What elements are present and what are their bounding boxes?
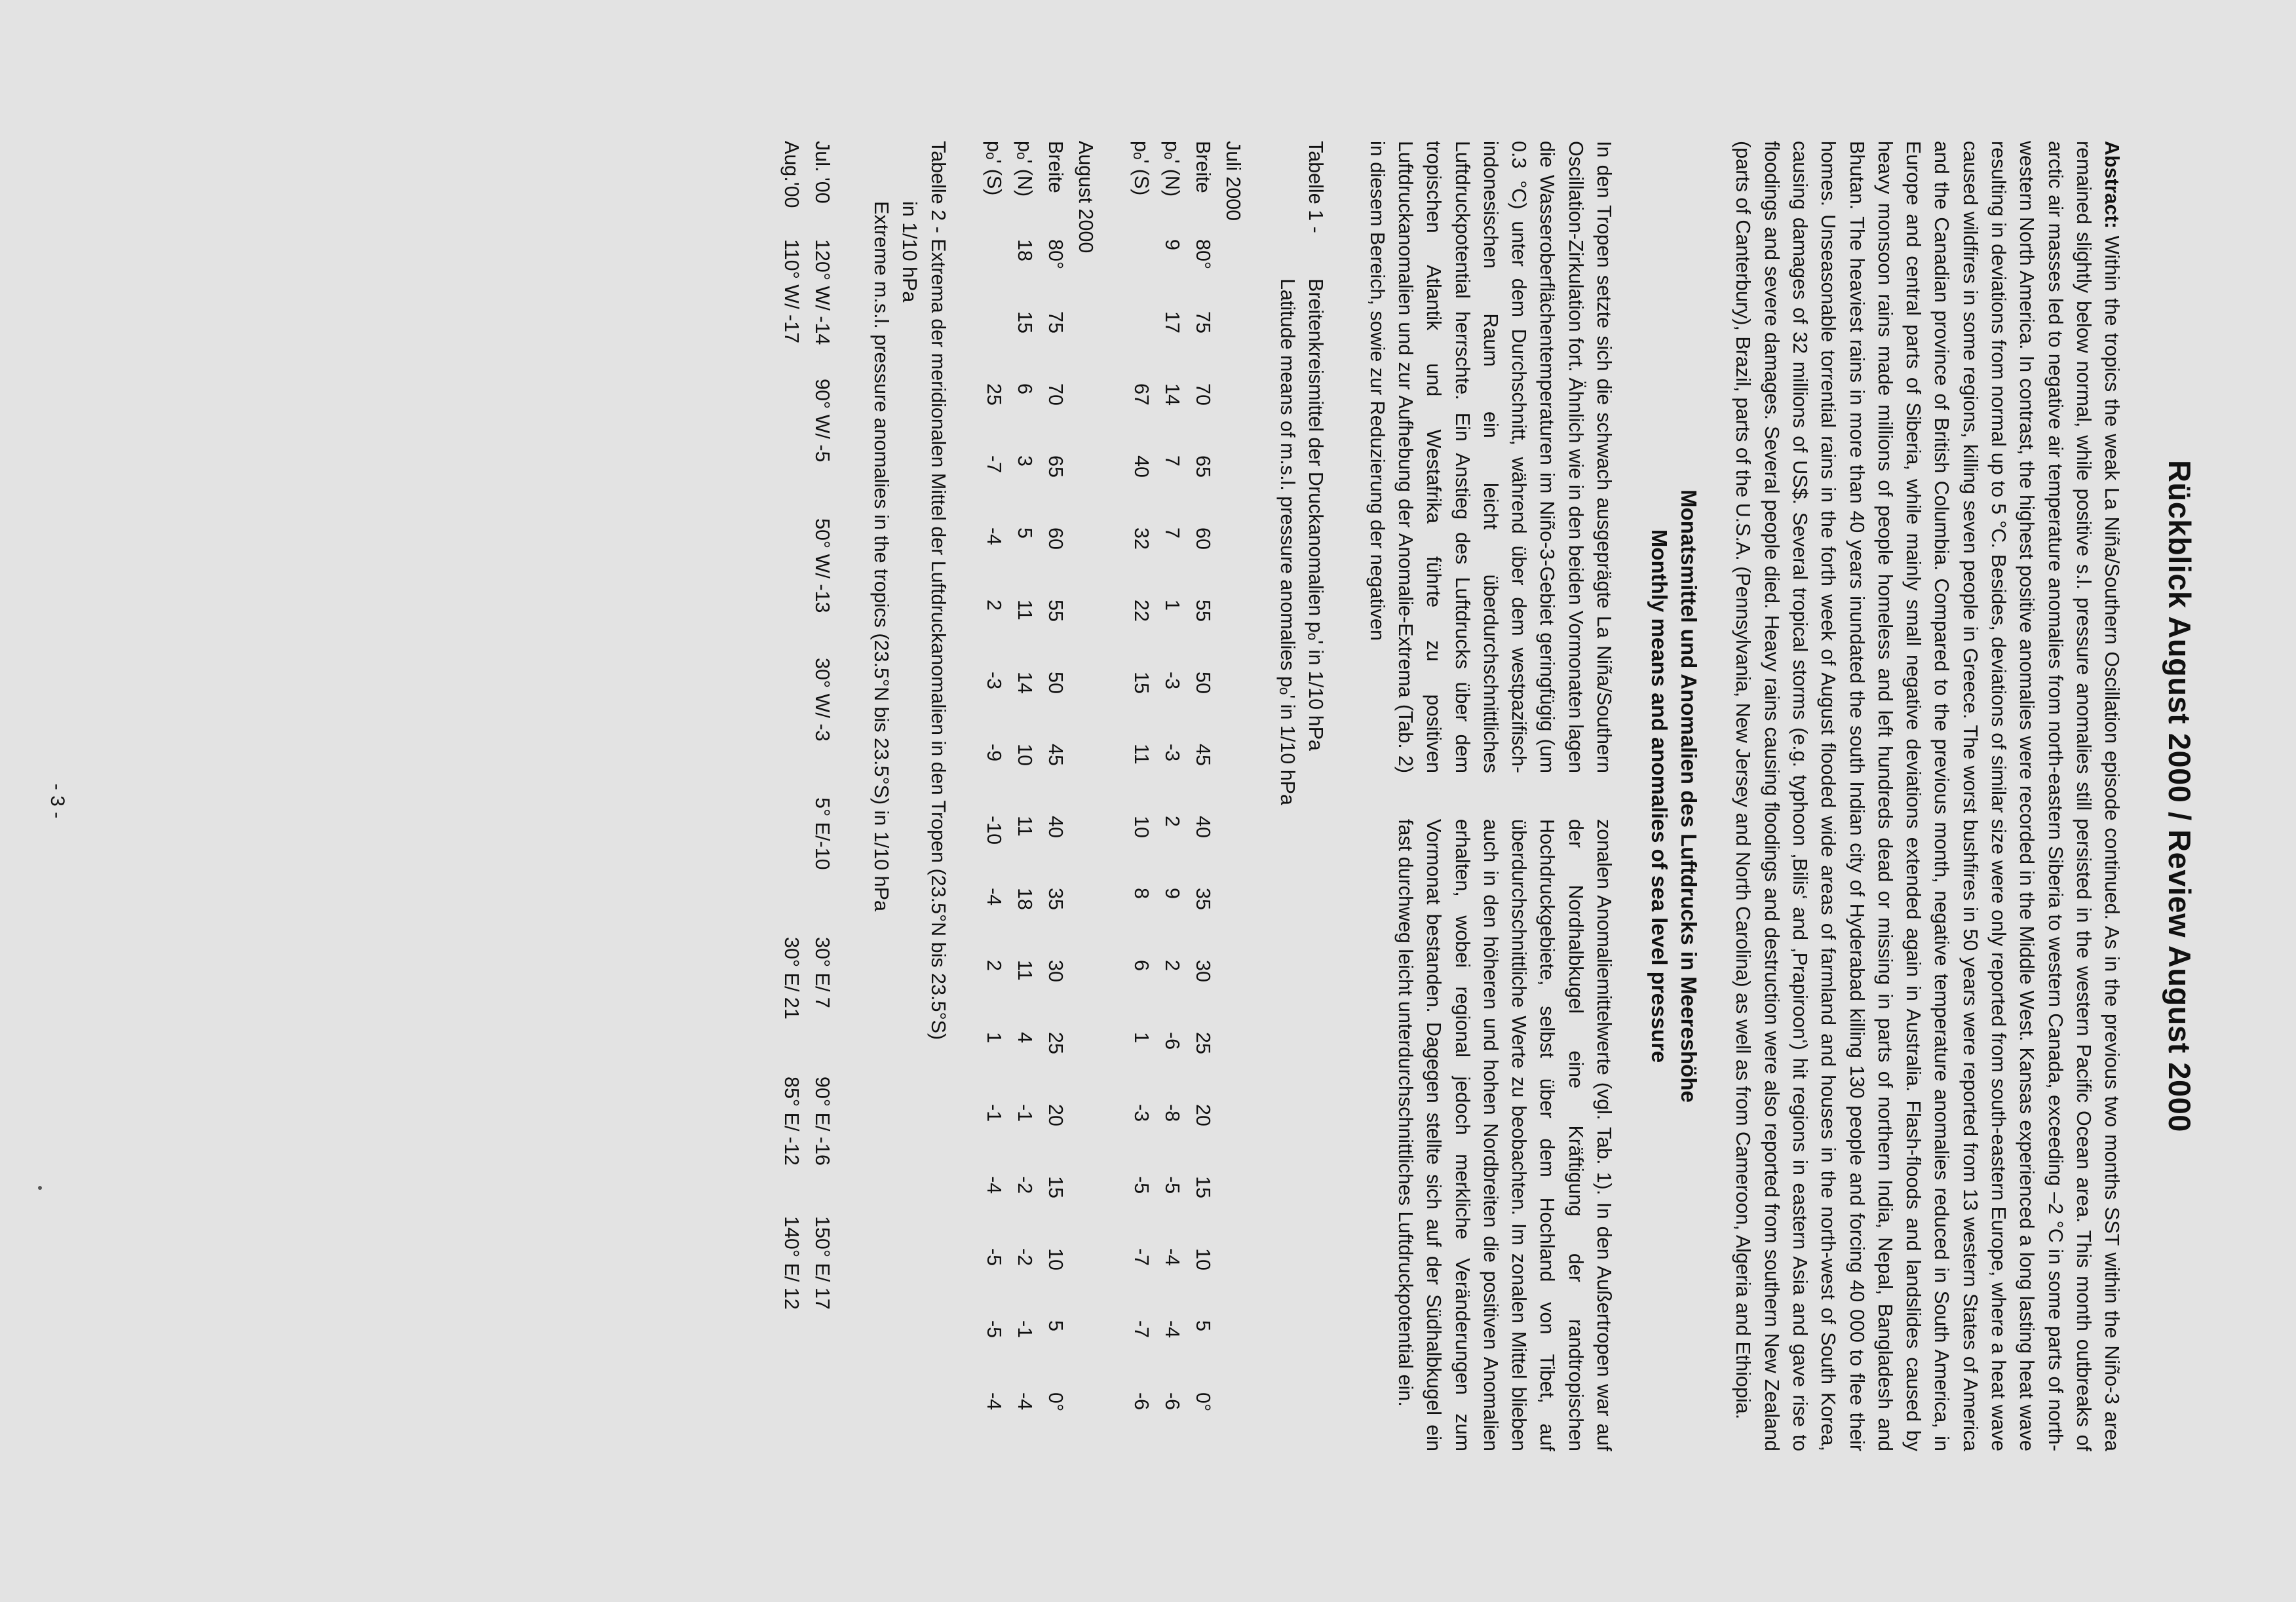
table-cell: 14	[1013, 672, 1036, 694]
table2-extrema	[776, 141, 837, 1451]
table-cell: 65	[1191, 455, 1214, 478]
table1-block	[978, 141, 1100, 1451]
abstract-label: Abstract:	[2101, 141, 2124, 229]
table-cell: 110° W/ -17	[780, 239, 803, 344]
table-cell: -5	[1130, 1176, 1153, 1194]
table-cell: 32	[1130, 527, 1153, 550]
page-content	[776, 141, 2201, 1451]
table-cell: -10	[982, 816, 1005, 845]
table-cell: 1	[1130, 1032, 1153, 1043]
table-cell: 55	[1191, 600, 1214, 622]
table2-caption-line1: Tabelle 2 - Extrema der meridionalen Mittel der Luftdruckanomalien in den Tropen (23.5°N bis 23.5°S)	[927, 141, 949, 1040]
table-cell: 45	[1044, 744, 1067, 766]
table-cell: 30° W/ -3	[811, 658, 834, 742]
table1-block	[1126, 141, 1247, 1451]
table-cell: -7	[982, 455, 1005, 474]
row-label: Jul. '00	[811, 141, 834, 204]
row-label: pₒ' (S)	[982, 141, 1005, 196]
table-cell: 50° W/ -13	[811, 518, 834, 613]
table-cell: -1	[1013, 1104, 1036, 1122]
section-heading	[1644, 141, 1704, 1451]
table-cell: 6	[1130, 960, 1153, 971]
table-row	[1009, 141, 1040, 1451]
table-cell: 0°	[1191, 1392, 1214, 1412]
table-cell: 55	[1044, 600, 1067, 622]
table-cell: 150° E/ 17	[811, 1216, 834, 1310]
table-cell: -5	[982, 1248, 1005, 1267]
table-cell: 85° E/ -12	[780, 1077, 803, 1166]
body-column-left: In den Tropen setzte sich die schwach ausgeprägte La Niña/Southern Oscillation-Zirkulation fort. Ähnlich wie in den beiden Vormonaten lagen die Wasseroberflächentemperaturen im Niño-3-Gebiet geringfügig (um 0.3 °C) unter dem Durchschnitt, während über dem westpazifisch-indonesischen Raum ein leicht überdurchschnittliches Luftdruckpotential herrschte. Ein Anstieg des Luftdrucks über dem tropischen Atlantik und Westafrika führte zu positiven Luftdruckanomalien und zur Aufhebung der Anomalie-Extrema (Tab. 2) in diesem Bereich, sowie zur Reduzierung der negativen	[1366, 141, 1616, 773]
table-cell: 15	[1044, 1176, 1067, 1198]
table-row	[1126, 141, 1157, 1451]
table-cell: 15	[1013, 311, 1036, 334]
table-cell: 35	[1044, 888, 1067, 910]
body-column-right: zonalen Anomaliemittelwerte (vgl. Tab. 1). In den Außertropen war auf der Nordhalbkugel eine Kräftigung der randtropischen Hochdruckgebiete, selbst über dem Hochland von Tibet, auf überdurchschnittliche Werte zu beobachten. Im zonalen Mittel blieben auch in den höheren und hohen Nordbreiten die positiven Anomalien erhalten, wobei regional jedoch merkliche Veränderungen zum Vormonat bestanden. Dagegen stellte sich auf der Südhalbkugel ein fast durchweg leicht unterdurchschnittliches Luftdruckpotential ein.	[1394, 819, 1616, 1451]
table-cell: 50	[1044, 672, 1067, 694]
table2-caption-line2: in 1/10 hPa	[898, 201, 921, 303]
table-cell: 7	[1160, 527, 1183, 539]
table-cell: -4	[1160, 1320, 1183, 1339]
table-cell: -1	[982, 1104, 1005, 1122]
table-cell: -5	[1160, 1176, 1183, 1194]
table-cell: 5	[1044, 1320, 1067, 1331]
table-cell: 10	[1044, 1248, 1067, 1270]
table-cell: -3	[1160, 672, 1183, 690]
table-cell: -6	[1160, 1392, 1183, 1411]
table-cell: 30	[1191, 960, 1214, 982]
table1-block-title: August 2000	[1074, 141, 1097, 254]
table-cell: -6	[1160, 1032, 1183, 1050]
table-cell: 60	[1191, 527, 1214, 550]
table-cell: 14	[1160, 383, 1183, 406]
table-cell: 17	[1160, 311, 1183, 334]
body-columns	[1362, 141, 1618, 1451]
table-cell: -4	[982, 1176, 1005, 1194]
table-cell: -4	[982, 888, 1005, 906]
table-cell: 10	[1130, 816, 1153, 838]
table-cell: 25	[1191, 1032, 1214, 1054]
table-cell: -4	[982, 527, 1005, 546]
table-cell: -8	[1160, 1104, 1183, 1122]
table-cell: -2	[1013, 1176, 1036, 1194]
table-cell: 2	[1160, 816, 1183, 827]
section-heading-english: Monthly means and anomalies of sea level pressure	[1647, 529, 1672, 1063]
table-cell: -3	[1130, 1104, 1153, 1122]
table-cell: 11	[1013, 600, 1036, 620]
page-title: Rückblick August 2000 / Review August 2000	[2162, 460, 2197, 1132]
table-row	[1157, 141, 1187, 1451]
table-cell: 75	[1191, 311, 1214, 334]
table-cell: 20	[1044, 1104, 1067, 1126]
table-cell: -5	[982, 1320, 1005, 1339]
table1-caption-german: Breitenkreismittel der Druckanomalien pₒ' in 1/10 hPa	[1305, 278, 1328, 751]
section-heading-german: Monatsmittel und Anomalien des Luftdrucks in Meereshöhe	[1677, 489, 1702, 1103]
table-cell: 10	[1013, 744, 1036, 766]
table-cell: 120° W/ -14	[811, 239, 834, 345]
table-cell: 22	[1130, 600, 1153, 622]
table-cell: 80°	[1044, 239, 1067, 270]
row-label: Breite	[1044, 141, 1067, 193]
table-cell: 9	[1160, 239, 1183, 250]
table-row	[1040, 141, 1071, 1451]
table-cell: -6	[1130, 1392, 1153, 1411]
table-cell: 2	[982, 960, 1005, 971]
table-cell: 8	[1130, 888, 1153, 899]
table-cell: 140° E/ 12	[780, 1216, 803, 1310]
table-cell: -1	[1013, 1320, 1036, 1339]
table1-block-title: Juli 2000	[1221, 141, 1244, 221]
table-cell: -7	[1130, 1248, 1153, 1267]
table1-label: Tabelle 1 -	[1305, 141, 1328, 233]
table-cell: 0°	[1044, 1392, 1067, 1412]
table1-caption-english: Latitude means of m.s.l. pressure anomalies pₒ' in 1/10 hPa	[1276, 278, 1299, 805]
table-cell: -4	[1013, 1392, 1036, 1411]
table-cell: 40	[1044, 816, 1067, 838]
table-cell: -3	[1160, 744, 1183, 762]
table-row	[1187, 141, 1218, 1451]
table-cell: 45	[1191, 744, 1214, 766]
row-label: pₒ' (S)	[1130, 141, 1153, 196]
page-number: - 3 -	[47, 783, 68, 819]
table-cell: 6	[1013, 383, 1036, 394]
table-cell: 80°	[1191, 239, 1214, 270]
table-cell: 15	[1191, 1176, 1214, 1198]
table-cell: 35	[1191, 888, 1214, 910]
table-cell: 75	[1044, 311, 1067, 334]
table-cell: 15	[1130, 672, 1153, 694]
table-cell: 30	[1044, 960, 1067, 982]
table-cell: 11	[1130, 744, 1153, 765]
table-cell: 3	[1013, 455, 1036, 467]
table-cell: -3	[982, 672, 1005, 690]
abstract-text: Within the tropics the weak La Niña/Southern Oscillation episode continued. As in the previous two months SST within the Niño-3 area remained slightly below normal, while positive s.l. pressure anomalies still persisted in the western Pacific Ocean area. This month outbreaks of arctic air masses led to negative air temperature anomalies from north-eastern Siberia to western Canada, exceeding –2 °C in some parts of north-western North America. In contrast, the highest positive anomalies were recorded in the Middle West. Kansas experienced a long lasting heat wave resulting in deviations from normal up to 5 °C. Besides, deviations of similar size were only reported from south-eastern Europe, where a heat wave caused wildfires in some regions, killing seven people in Greece. The worst bushfires in 50 years were reported from 13 western States of America and the Canadian province of British Columbia. Compared to the previous month, negative temperature anomalies reduced in South America, in Europe and central parts of Siberia, while mainly small negative deviations extended again in Australia. Flash-floods and landslides caused by heavy monsoon rains made millions of people homeless and left hundreds dead or missing in parts of northern India, Nepal, Bangladesh and Bhutan. The heaviest rains in more than 40 years inundated the south Indian city of Hyderabad killing 130 people and forcing 40 000 to flee their homes. Unseasonable torrential rains in the forth week of August flooded wide areas of farmland and houses in the north-west of South Korea, causing damages of 32 millions of US$. Several tropical storms (e.g. typhoon ‚Bilis‘ and ‚Prapiroon‘) hit regions in eastern Asia and gave rise to floodings and severe damages. Several people died. Heavy rains causing floodings and destruction were also reported from southern New Zealand (parts of Canterbury), Brazil, parts of the U.S.A. (Pennsylvania, New Jersey and North Carolina) as well as from Cameroon, Algeria and Ethiopia.	[1732, 141, 2124, 1451]
table-cell: -9	[982, 744, 1005, 762]
table-cell: 25	[1044, 1032, 1067, 1054]
table-cell: 18	[1013, 888, 1036, 910]
table1-caption-text	[1273, 278, 1330, 805]
table-cell: 2	[982, 600, 1005, 611]
table-cell: 40	[1130, 455, 1153, 478]
table-cell: 90° W/ -5	[811, 379, 834, 463]
table-cell: 1	[982, 1032, 1005, 1043]
table-row	[807, 141, 837, 1451]
table2-caption	[867, 141, 952, 1451]
table-cell: 65	[1044, 455, 1067, 478]
table-cell: -2	[1013, 1248, 1036, 1267]
table-cell: -7	[1130, 1320, 1153, 1339]
table-cell: 40	[1191, 816, 1214, 838]
row-label: Aug.'00	[780, 141, 803, 208]
table1-latitude-means	[978, 141, 1247, 1451]
table-cell: -4	[1160, 1248, 1183, 1267]
table-cell: 4	[1013, 1032, 1036, 1043]
table-cell: 1	[1160, 600, 1183, 611]
table-cell: 5	[1013, 527, 1036, 539]
scan-speck	[38, 1186, 42, 1190]
table-cell: 10	[1191, 1248, 1214, 1270]
table-row	[776, 141, 807, 1451]
row-label: Breite	[1191, 141, 1214, 193]
table-cell: 5° E/-10	[811, 797, 834, 870]
table-row	[978, 141, 1009, 1451]
table-cell: 30° E/ 21	[780, 937, 803, 1020]
table-cell: 70	[1044, 383, 1067, 406]
abstract-paragraph	[1729, 141, 2126, 1451]
table-cell: 70	[1191, 383, 1214, 406]
table-cell: 30° E/ 7	[811, 937, 834, 1008]
table-cell: 90° E/ -16	[811, 1077, 834, 1166]
table-cell: 11	[1013, 960, 1036, 981]
table-cell: -4	[982, 1392, 1005, 1411]
table-cell: 67	[1130, 383, 1153, 406]
table-cell: 5	[1191, 1320, 1214, 1331]
table-cell: 2	[1160, 960, 1183, 971]
table-cell: 9	[1160, 888, 1183, 899]
table-cell: 11	[1013, 816, 1036, 837]
table-cell: 25	[982, 383, 1005, 406]
table-cell: 50	[1191, 672, 1214, 694]
table-cell: 20	[1191, 1104, 1214, 1126]
table2-caption-line3: Extreme m.s.l. pressure anomalies in the tropics (23.5°N bis 23.5°S) in 1/10 hPa	[870, 201, 893, 911]
table-cell: 7	[1160, 455, 1183, 467]
table-cell: 60	[1044, 527, 1067, 550]
table-cell: 18	[1013, 239, 1036, 261]
table1-caption	[1273, 141, 1330, 1451]
row-label: pₒ' (N)	[1013, 141, 1036, 197]
row-label: pₒ' (N)	[1160, 141, 1183, 197]
